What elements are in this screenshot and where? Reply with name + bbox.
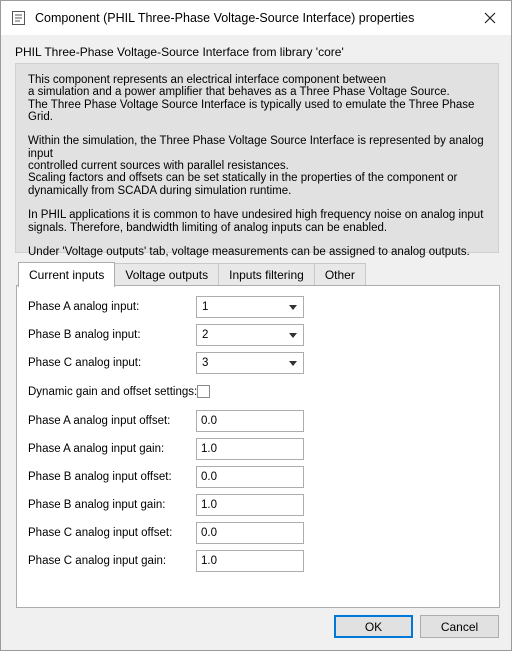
phase-c-input-value: 3 [202, 357, 209, 369]
tab-bar [18, 262, 365, 286]
window-title: Component (PHIL Three-Phase Voltage-Source Interface) properties [35, 11, 415, 25]
phase-b-gain-row [28, 494, 196, 516]
description-box [15, 63, 499, 259]
phase-b-gain-input[interactable]: 1.0 [196, 494, 304, 516]
ok-button[interactable]: OK [334, 615, 413, 638]
phase-b-offset-input[interactable]: 0.0 [196, 466, 304, 488]
phase-c-input-select[interactable] [196, 352, 304, 374]
chevron-down-icon [289, 305, 297, 310]
description-paragraph: In PHIL applications it is common to have undesired high frequency noise on analog input signals. Therefore, bandwidth limiting of analog inputs can be enabled. [28, 209, 484, 234]
phase-c-gain-input[interactable]: 1.0 [196, 550, 304, 572]
tab-inputs-filtering[interactable]: Inputs filtering [218, 263, 315, 286]
cancel-button[interactable]: Cancel [420, 615, 499, 638]
chevron-down-icon [289, 361, 297, 366]
phase-a-gain-input[interactable]: 1.0 [196, 438, 304, 460]
phase-c-input-row [28, 352, 196, 374]
phase-c-input-label: Phase C analog input: [28, 357, 142, 369]
description-paragraph: Under 'Voltage outputs' tab, voltage measurements can be assigned to analog outputs. [28, 246, 470, 259]
dynamic-gain-row [28, 381, 196, 403]
description-paragraph: Within the simulation, the Three Phase Voltage Source Interface is represented by analog input controlled current sources with parallel resistances. Scaling factors and offsets can be set statically in the properties of the component or dynamically from SCADA during simulation runtime. [28, 135, 484, 197]
phase-c-gain-row [28, 550, 196, 572]
phase-b-input-label: Phase B analog input: [28, 329, 141, 341]
component-icon [12, 11, 25, 25]
close-icon [484, 12, 496, 24]
phase-a-input-select[interactable] [196, 296, 304, 318]
phase-c-offset-input[interactable]: 0.0 [196, 522, 304, 544]
phase-b-input-value: 2 [202, 329, 209, 341]
dynamic-gain-label: Dynamic gain and offset settings: [28, 386, 198, 398]
phase-a-offset-row [28, 410, 196, 432]
phase-b-input-row [28, 324, 196, 346]
phase-b-offset-label: Phase B analog input offset: [28, 471, 172, 483]
phase-b-offset-row [28, 466, 196, 488]
phase-a-input-row [28, 296, 196, 318]
phase-a-input-label: Phase A analog input: [28, 301, 140, 313]
close-button[interactable] [475, 3, 505, 33]
phase-b-input-select[interactable] [196, 324, 304, 346]
phase-c-gain-label: Phase C analog input gain: [28, 555, 167, 567]
current-inputs-panel [16, 285, 500, 608]
phase-a-gain-row [28, 438, 196, 460]
phase-c-offset-label: Phase C analog input offset: [28, 527, 173, 539]
tab-voltage-outputs[interactable]: Voltage outputs [114, 263, 219, 286]
phase-c-offset-row [28, 522, 196, 544]
phase-b-gain-label: Phase B analog input gain: [28, 499, 166, 511]
chevron-down-icon [289, 333, 297, 338]
library-info: PHIL Three-Phase Voltage-Source Interface from library 'core' [15, 45, 344, 59]
tab-other[interactable]: Other [314, 263, 366, 286]
tab-current-inputs[interactable]: Current inputs [18, 262, 115, 287]
phase-a-gain-label: Phase A analog input gain: [28, 443, 165, 455]
phase-a-offset-input[interactable]: 0.0 [196, 410, 304, 432]
description-paragraph: This component represents an electrical interface component between a simulation and a power amplifier that behaves as a Three Phase Voltage Source. The Three Phase Voltage Source Interface is typically used to emulate the Three Phase Grid. [28, 74, 475, 123]
title-bar [1, 1, 511, 35]
phase-a-input-value: 1 [202, 301, 209, 313]
phase-a-offset-label: Phase A analog input offset: [28, 415, 171, 427]
dynamic-gain-checkbox[interactable] [197, 385, 210, 398]
